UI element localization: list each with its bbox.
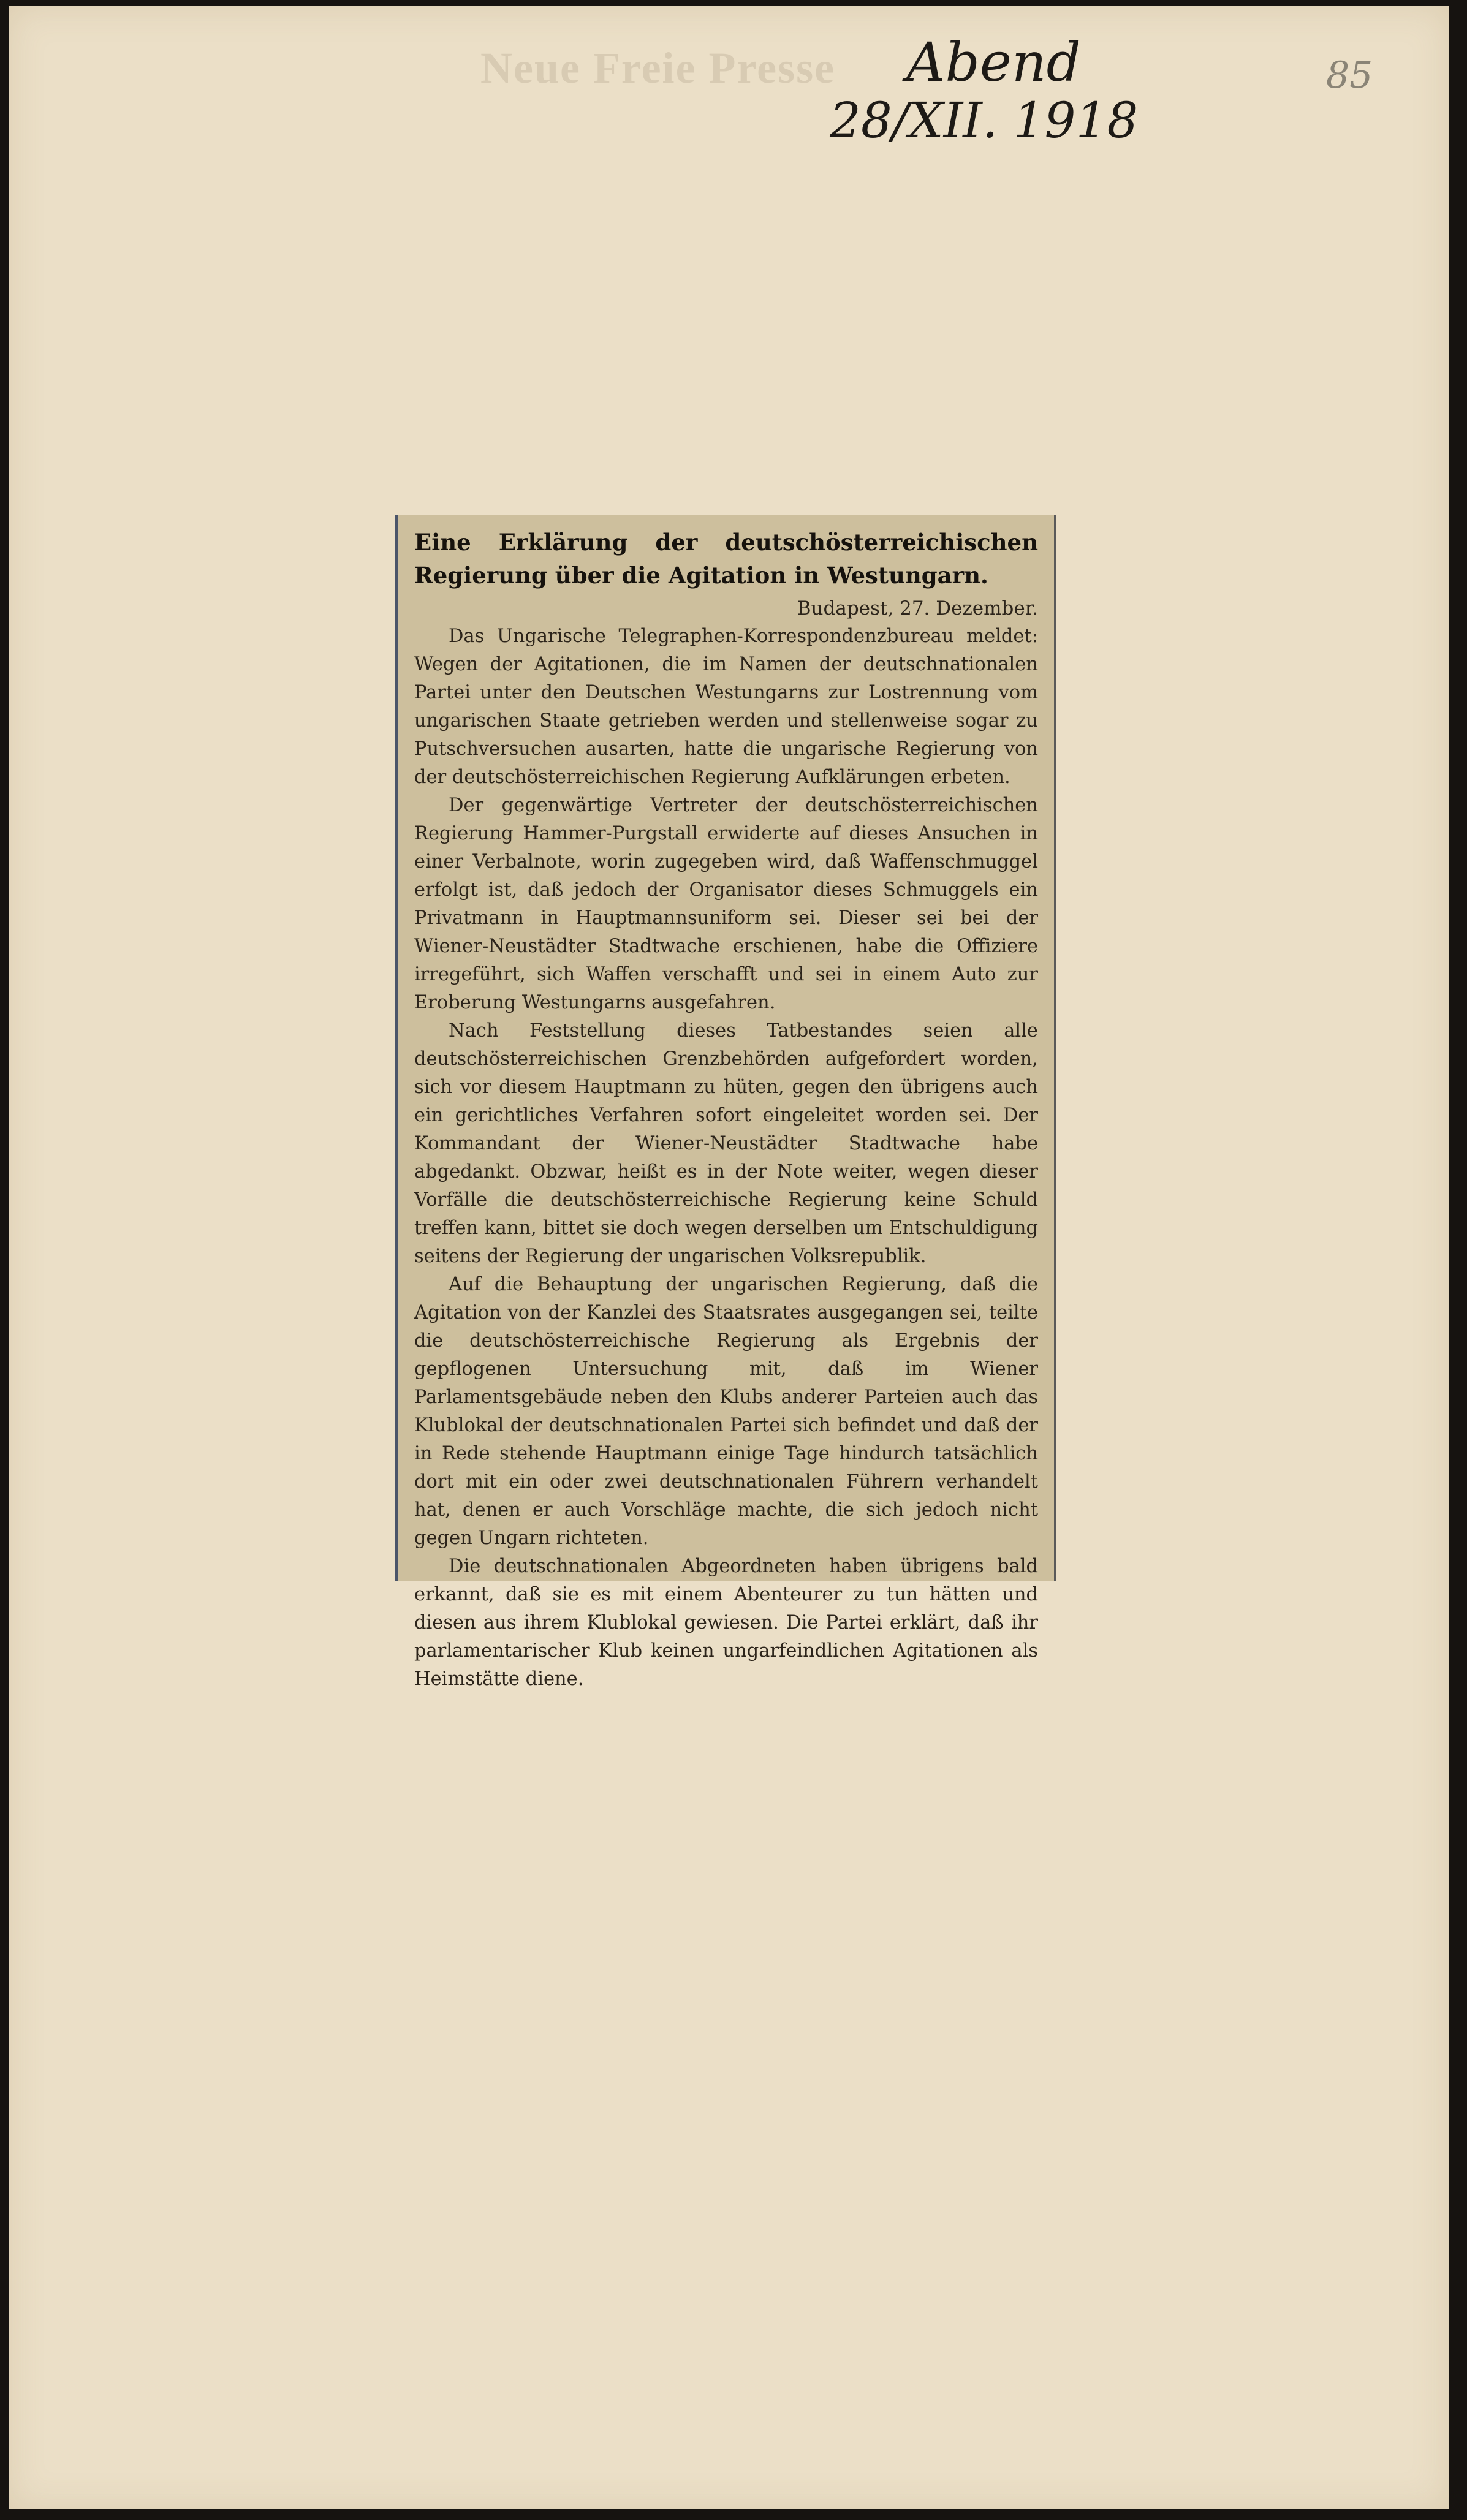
article-paragraph: Nach Feststellung dieses Tatbestandes seien alle deutschösterreichischen Grenzbehörden aufgefordert worden, sich vor diesem Hauptmann zu hüten, gegen den übrigens auch ein gerichtliches Verfahren sofort eingeleitet worden sei. Der Kommandant der Wiener-Neustädter Stadtwache habe abgedankt. Obzwar, heißt es in der Note weiter, wegen dieser Vorfälle die deutschösterreichische Regierung keine Schuld treffen kann, bittet sie doch wegen derselben um Entschuldigung seitens der Regierung der ungarischen Volksrepublik. [414, 1020, 1038, 1267]
article-paragraph: Der gegenwärtige Vertreter der deutschösterreichischen Regierung Hammer-Purgstall erwiderte auf dieses Ansuchen in einer Verbalnote, worin zugegeben wird, daß Waffenschmuggel erfolgt ist, daß jedoch der Organisator dieses Schmuggels ein Privatmann in Hauptmannsuniform sei. Dieser sei bei der Wiener-Neustädter Stadtwache erschienen, habe die Offiziere irregeführt, sich Waffen verschafft und sei in einem Auto zur Eroberung Westungarns ausgefahren. [414, 795, 1038, 1013]
article-dateline: Budapest, 27. Dezember. [797, 597, 1038, 619]
newspaper-stamp: Neue Freie Presse [480, 44, 836, 93]
article-paragraph: Auf die Behauptung der ungarischen Regierung, daß die Agitation von der Kanzlei des Staatsrates ausgegangen sei, teilte die deutschösterreichische Regierung als Ergebnis der gepflogenen Untersuchung mit, daß im Wiener Parlamentsgebäude neben den Klubs anderer Parteien auch das Klublokal der deutschnationalen Partei sich befindet und daß der in Rede stehende Hauptmann einige Tage hindurch tatsächlich dort mit ein oder zwei deutschnationalen Führern verhandelt hat, denen er auch Vorschläge machte, die sich jedoch nicht gegen Ungarn richteten. [414, 1274, 1038, 1549]
article-paragraph: Das Ungarische Telegraphen-Korrespondenzbureau meldet: Wegen der Agitationen, die im Namen der deutschnationalen Partei unter den Deutschen Westungarns zur Lostrennung vom ungarischen Staate getrieben werden und stellenweise sogar zu Putschversuchen ausarten, hatte die ungarische Regierung von der deutschösterreichischen Regierung Aufklärungen erbeten. [414, 626, 1038, 788]
handwritten-edition: Abend [906, 31, 1081, 94]
page-number: 85 [1326, 54, 1373, 97]
newspaper-clipping [395, 515, 1056, 1690]
handwritten-date: 28/XII. 1918 [830, 92, 1139, 149]
archive-sheet [9, 6, 1449, 2509]
article-headline: Eine Erklärung der deutschösterreichischen Regierung über die Agitation in Westungarn. [414, 529, 1038, 589]
article-paragraph: Die deutschnationalen Abgeordneten haben übrigens bald erkannt, daß sie es mit einem Abenteurer zu tun hätten und diesen aus ihrem Klublokal gewiesen. Die Partei erklärt, daß ihr parlamentarischer Klub keinen ungarfeindlichen Agitationen als Heimstätte diene. [414, 1556, 1038, 1690]
